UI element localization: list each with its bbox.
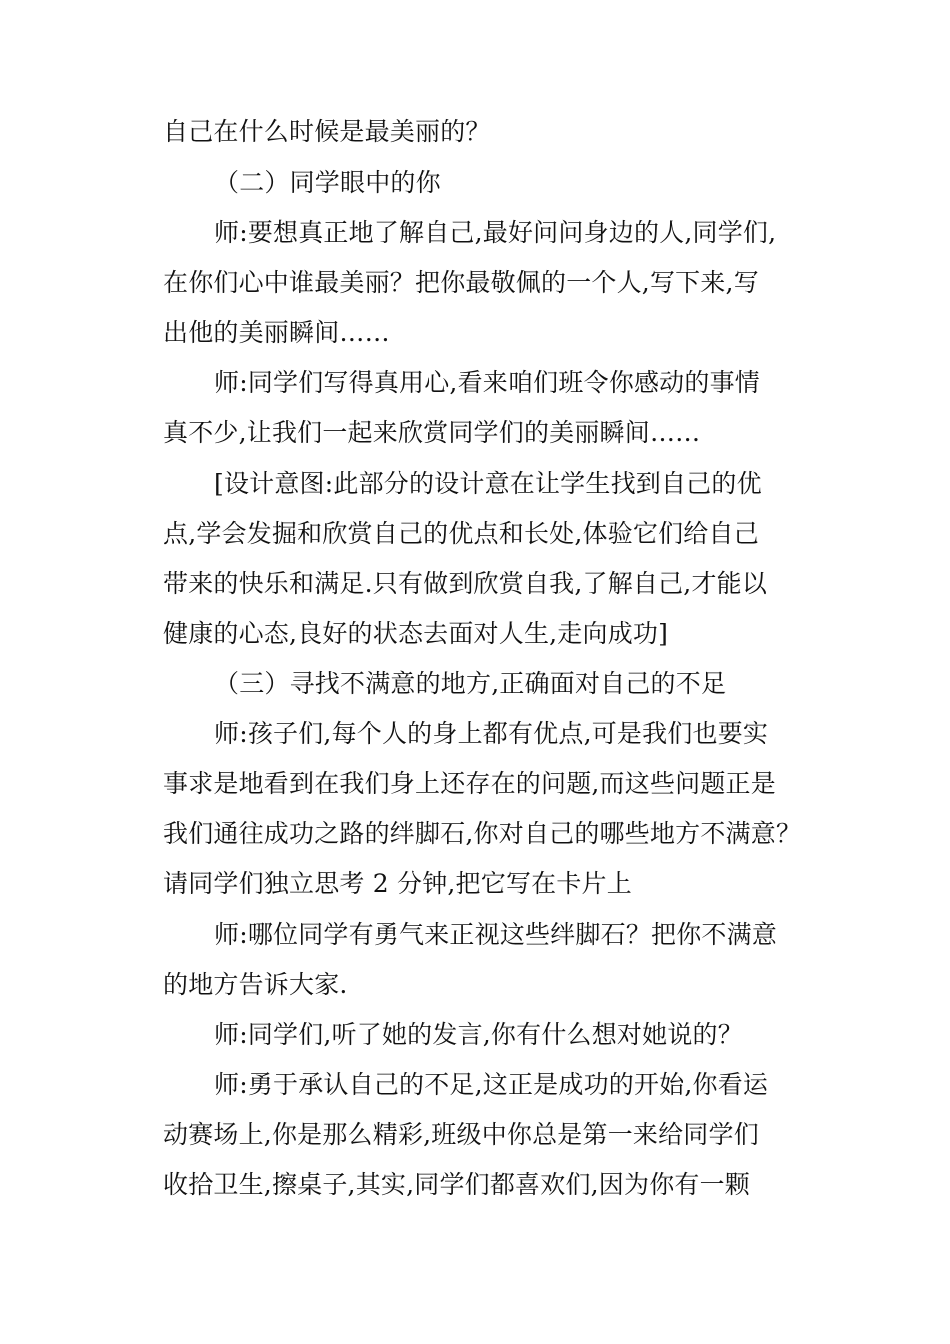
text-line: 师:要想真正地了解自己,最好问问身边的人,同学们, (214, 218, 777, 247)
text-line: 在你们心中谁最美丽？把你最敬佩的一个人,写下来,写 (163, 268, 759, 297)
text-line: 师:哪位同学有勇气来正视这些绊脚石？把你不满意 (214, 920, 778, 949)
text-line: 真不少,让我们一起来欣赏同学们的美丽瞬间…… (163, 418, 701, 447)
text-line: 请同学们独立思考 2 分钟,把它写在卡片上 (163, 869, 632, 898)
text-line: 自己在什么时候是最美丽的？ (163, 117, 491, 146)
text-line: 我们通往成功之路的绊脚石,你对自己的哪些地方不满意？ (163, 819, 802, 848)
text-line: 带来的快乐和满足.只有做到欣赏自我,了解自己,才能以 (163, 569, 768, 598)
text-line: 事求是地看到在我们身上还存在的问题,而这些问题正是 (163, 769, 776, 798)
text-line: 师:勇于承认自己的不足,这正是成功的开始,你看运 (214, 1070, 769, 1099)
text-line: [设计意图:此部分的设计意在让学生找到自己的优 (214, 469, 762, 498)
text-line: 点,学会发掘和欣赏自己的优点和长处,体验它们给自己 (163, 519, 759, 548)
text-line: 师:同学们,听了她的发言,你有什么想对她说的？ (214, 1020, 743, 1049)
text-line: 动赛场上,你是那么精彩,班级中你总是第一来给同学们 (163, 1120, 759, 1149)
text-line: 出他的美丽瞬间…… (163, 318, 390, 347)
text-line: 健康的心态,良好的状态去面对人生,走向成功] (163, 619, 669, 648)
section-heading: （二）同学眼中的你 (214, 168, 441, 197)
text-line: 师:同学们写得真用心,看来咱们班令你感动的事情 (214, 368, 760, 397)
section-heading: （三）寻找不满意的地方,正确面对自己的不足 (214, 669, 727, 698)
text-line: 收拾卫生,擦桌子,其实,同学们都喜欢们,因为你有一颗 (163, 1170, 750, 1199)
text-line: 师:孩子们,每个人的身上都有优点,可是我们也要实 (214, 719, 769, 748)
text-line: 的地方告诉大家. (163, 970, 348, 999)
